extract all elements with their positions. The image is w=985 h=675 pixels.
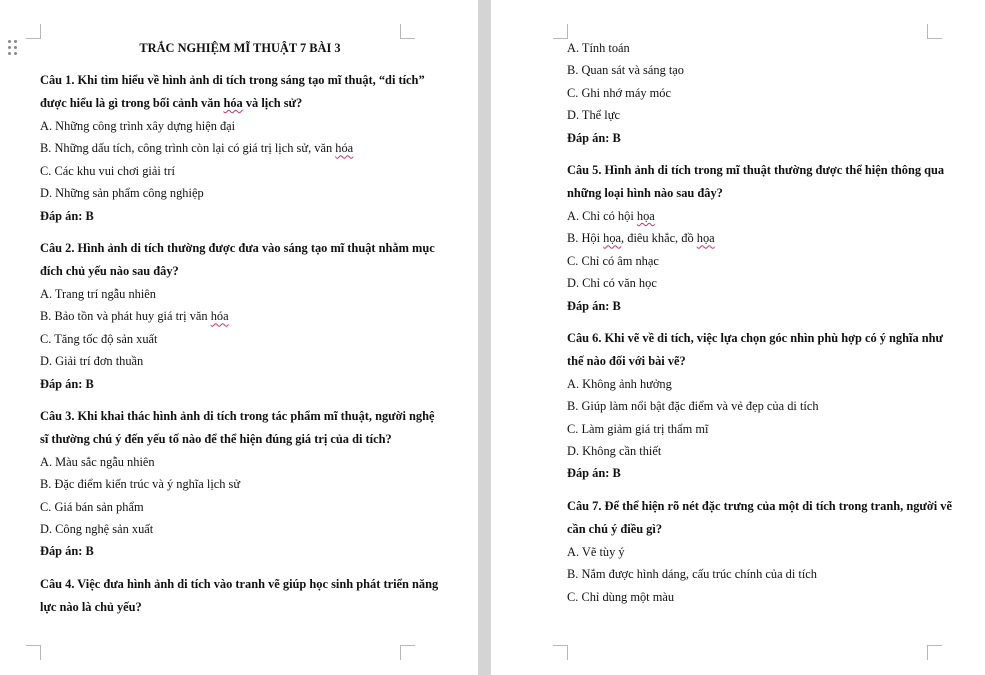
- q7-option-b: B. Nắm được hình dáng, cấu trúc chính của di tích: [567, 567, 817, 582]
- q7-option-c: C. Chỉ dùng một màu: [567, 589, 675, 604]
- question-5: Câu 5. Hình ảnh di tích trong mĩ thuật thường được thể hiện thông qua những loại hình nào sau đây?: [567, 162, 945, 200]
- crop-mark: [927, 645, 942, 660]
- q3-option-b: B. Đặc điểm kiến trúc và ý nghĩa lịch sử: [40, 477, 241, 492]
- q1-option-b: B. Những dấu tích, công trình còn lại có giá trị lịch sử, văn hóa: [40, 141, 354, 156]
- page-left-content: [40, 37, 440, 619]
- q2-option-c: C. Tăng tốc độ sản xuất: [40, 331, 158, 346]
- q5-option-c: C. Chỉ có âm nhạc: [567, 253, 659, 268]
- q1-option-a: A. Những công trình xây dựng hiện đại: [40, 119, 236, 133]
- q2-answer: Đáp án: B: [40, 376, 94, 391]
- q6-answer: Đáp án: B: [567, 466, 621, 481]
- question-2: Câu 2. Hình ảnh di tích thường được đưa vào sáng tạo mĩ thuật nhằm mục đích chủ yếu nào sau đây?: [40, 240, 435, 278]
- q6-option-a: A. Không ảnh hưởng: [567, 376, 672, 391]
- q3-option-a: A. Màu sắc ngẫu nhiên: [40, 454, 155, 469]
- q5-option-d: D. Chỉ có văn học: [567, 276, 657, 291]
- drag-handle-icon[interactable]: [8, 40, 18, 56]
- q1-answer: Đáp án: B: [40, 208, 94, 223]
- crop-mark: [553, 24, 568, 39]
- question-3: Câu 3. Khi khai thác hình ảnh di tích trong tác phẩm mĩ thuật, người nghệ sĩ thường chú ý đến yếu tố nào để thể hiện đúng giá trị của di tích?: [40, 408, 435, 446]
- q4-answer: Đáp án: B: [567, 130, 621, 145]
- q4-option-d: D. Thể lực: [567, 108, 620, 123]
- q5-option-a: A. Chỉ có hội họa: [567, 208, 655, 223]
- q3-option-d: D. Công nghệ sản xuất: [40, 522, 154, 537]
- q3-option-c: C. Giá bán sản phẩm: [40, 499, 144, 514]
- q6-option-c: C. Làm giảm giá trị thẩm mĩ: [567, 421, 709, 436]
- q4-option-b: B. Quan sát và sáng tạo: [567, 63, 684, 78]
- question-1: Câu 1. Khi tìm hiểu về hình ảnh di tích trong sáng tạo mĩ thuật, “di tích” được hiểu là gì trong bối cảnh văn hóa và lịch sử?: [40, 73, 425, 110]
- question-7: Câu 7. Để thể hiện rõ nét đặc trưng của một di tích trong tranh, người vẽ cần chú ý điều gì?: [567, 498, 952, 536]
- page-title: TRẮC NGHIỆM MĨ THUẬT 7 BÀI 3: [139, 41, 341, 55]
- document-page-left: [0, 0, 478, 675]
- crop-mark: [400, 645, 415, 660]
- q4-option-c: C. Ghi nhớ máy móc: [567, 85, 671, 100]
- q6-option-d: D. Không cần thiết: [567, 444, 662, 459]
- crop-mark: [26, 645, 41, 660]
- q7-option-a: A. Vẽ tùy ý: [567, 544, 625, 559]
- q3-answer: Đáp án: B: [40, 544, 94, 559]
- q4-option-a: A. Tính toán: [567, 41, 630, 55]
- q6-option-b: B. Giúp làm nổi bật đặc điểm và vẻ đẹp của di tích: [567, 399, 819, 414]
- q2-option-d: D. Giải trí đơn thuần: [40, 354, 144, 369]
- q1-option-d: D. Những sản phẩm công nghiệp: [40, 186, 204, 201]
- page-gutter: [478, 0, 491, 675]
- q1-option-c: C. Các khu vui chơi giải trí: [40, 163, 175, 178]
- page-right-content: [567, 37, 962, 608]
- crop-mark: [26, 24, 41, 39]
- q2-option-a: A. Trang trí ngẫu nhiên: [40, 286, 156, 301]
- q2-option-b: B. Bảo tồn và phát huy giá trị văn hóa: [40, 309, 229, 324]
- document-page-right: [491, 0, 985, 675]
- q5-option-b: B. Hội họa, điêu khắc, đồ họa: [567, 231, 715, 246]
- crop-mark: [553, 645, 568, 660]
- question-6: Câu 6. Khi vẽ về di tích, việc lựa chọn góc nhìn phù hợp có ý nghĩa như thế nào đối với bài vẽ?: [567, 330, 943, 368]
- q5-answer: Đáp án: B: [567, 298, 621, 313]
- question-4: Câu 4. Việc đưa hình ảnh di tích vào tranh vẽ giúp học sinh phát triển năng lực nào là chủ yếu?: [40, 576, 439, 614]
